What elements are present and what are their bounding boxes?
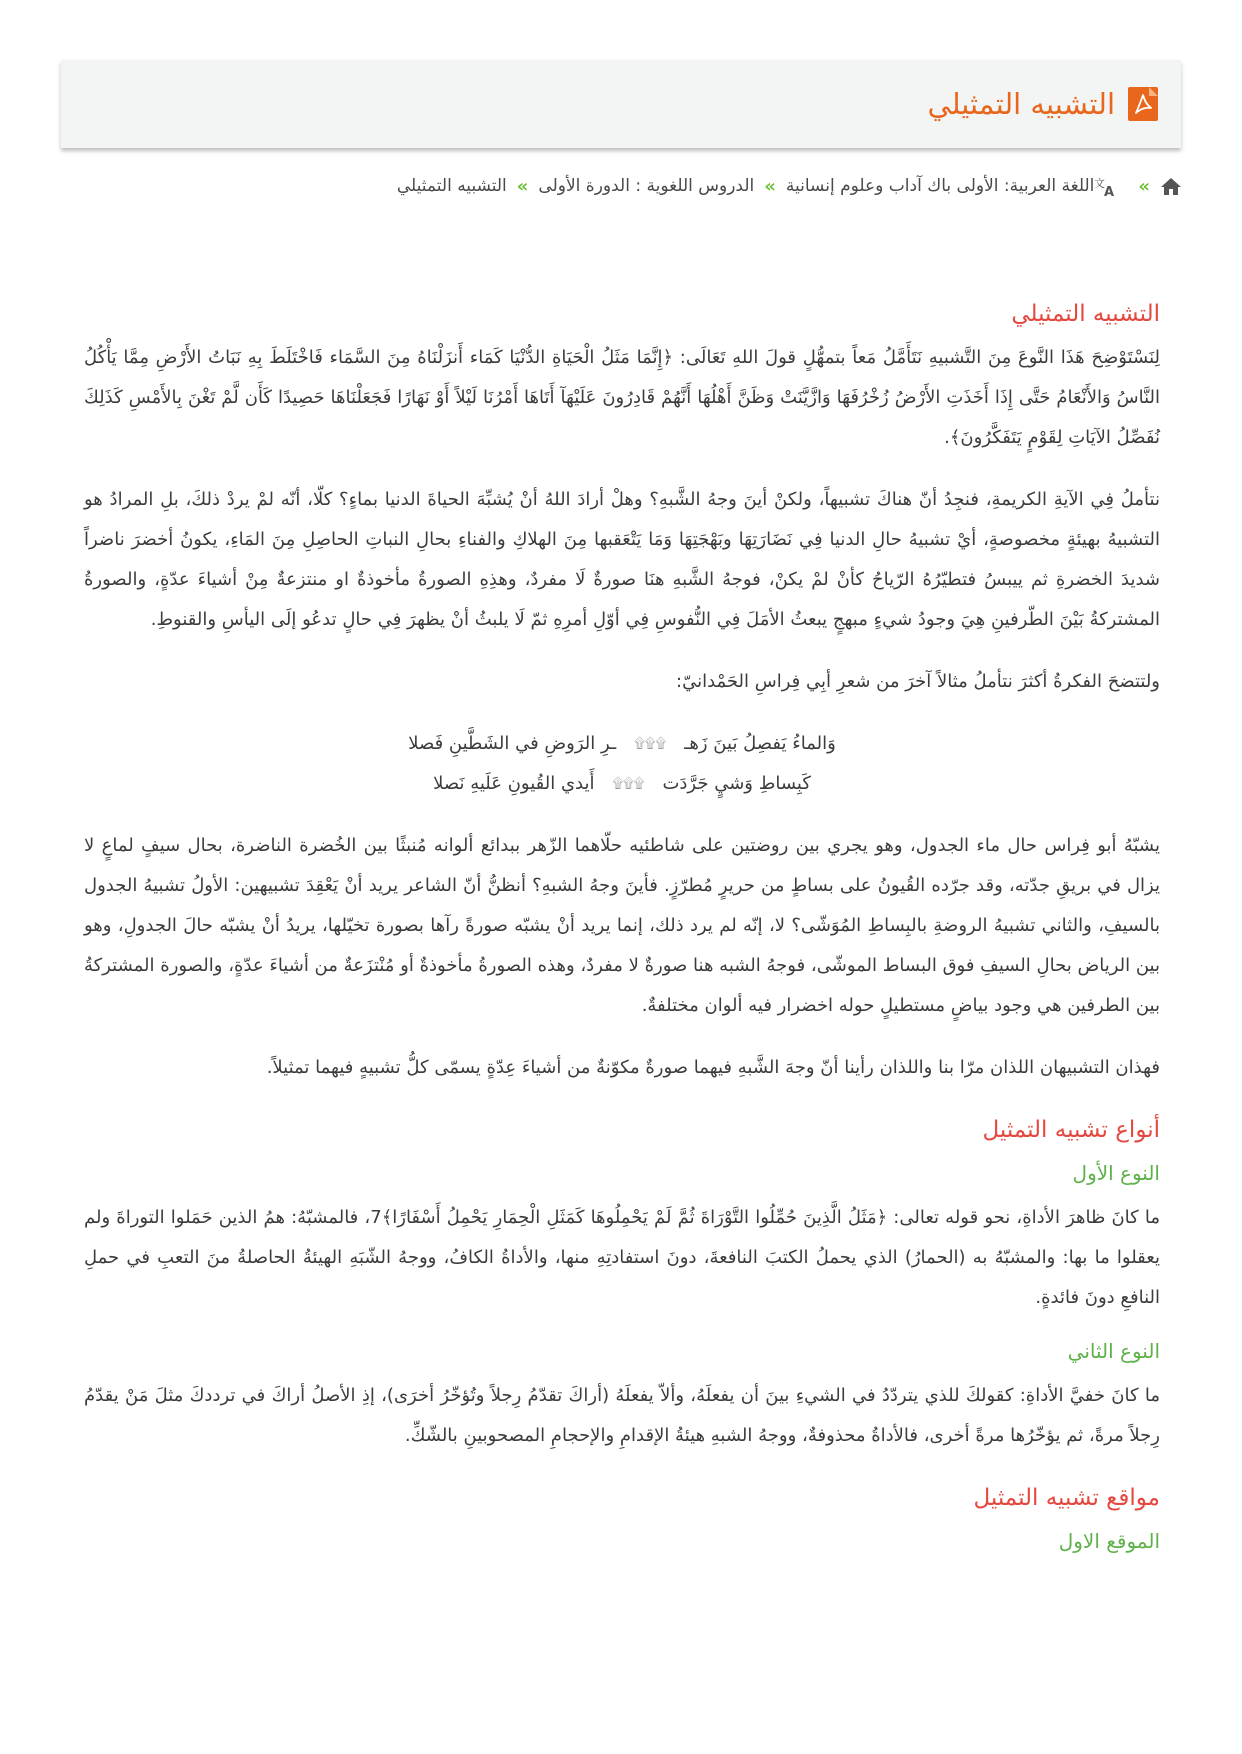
page-title: التشبيه التمثيلي [927, 86, 1115, 121]
pdf-icon[interactable] [1127, 86, 1159, 122]
poem-hemistich: أَيدي القُيونِ عَلَيهِ نَصلا [433, 773, 595, 794]
poem-line [84, 724, 1160, 764]
type1-paragraph: ما كانَ ظاهرَ الأداةِ، نحو قوله تعالى: ﴿مَثَلُ الَّذِينَ حُمِّلُوا التَّوْرَاةَ ثُمَّ لَمْ يَحْمِلُوهَا كَمَثَلِ الْحِمَارِ يَحْمِلُ أَسْفَارًا﴾7، فالمشبّهُ: همُ الذين حَمَلوا التوراةَ ولم يعقلوا ما بها: والمشبّهُ به (الحمارُ) الذي يحملُ الكتبَ النافعةَ، دونَ استفادتِهِ منها، والأداةُ الكافُ، ووجهُ الشّبَهِ الهيئةُ الحاصلةُ منَ التعبِ في حملِ النافعِ دونَ فائدةٍ. [84, 1207, 1160, 1308]
subheading-type2: النوع الثاني [1067, 1339, 1160, 1363]
poem-hemistich: وَالماءُ يَفصِلُ بَينَ زَهـ [684, 733, 836, 754]
poem-hemistich: كَبِساطِ وَشيٍ جَرَّدَت [662, 773, 811, 794]
breadcrumb-separator: » [764, 175, 776, 197]
breadcrumb [397, 168, 1182, 204]
svg-text:文: 文 [1094, 177, 1106, 190]
breadcrumb-separator: » [516, 175, 529, 197]
svg-text:A: A [1104, 185, 1115, 200]
poem-hemistich: ـرِ الرَوضِ في الشَطَّينِ فَصلا [408, 733, 617, 754]
lesson-content [84, 296, 1160, 1558]
subheading-place1: الموقع الاول [1058, 1529, 1160, 1553]
poem-separator: ۩۩۩ [612, 776, 645, 792]
section-heading-places: مواقع تشبيه التمثيل [973, 1485, 1160, 1511]
poem-line [84, 764, 1160, 804]
poem-analysis-paragraph: يشبّهُ أبو فِراس حال ماء الجدول، وهو يجري بين روضتين على شاطئيه حلّاهما الزّهر ببدائع ألوانه مُنبثًا بين الخُضرة الناضرة، بحال سيفٍ لماعٍ لا يزال في بريقِ جدّته، وقد جرّده القُيونُ على بساطٍ من حريرٍ مُطرّزٍ. فأينَ وجهُ الشبهِ؟ أنظنُّ أنّ الشاعر يريد أنْ يَعْقِدَ تشبيهين: الأولُ تشبيهُ الجدول بالسيفِ، والثاني تشبيهُ الروضةِ بالبِساطِ المُوَشّى؟ لا، إنّه لم يرد ذلك، إنما يريد أنْ يشبّه صورةً رآها بصورة تخيّلها، يريدُ أنْ يشبّه حالَ الجدولِ، وهو بين الرياض بحالِ السيفِ فوق البساط الموشّى، فوجهُ الشبه هنا صورةٌ لا مفردٌ، وهذه الصورةُ مأخوذةٌ أو مُنْتزَعةٌ من أشياءَ عدّةٍ، والصورة المشتركةُ بين الطرفين هي وجود بياضٍ مستطيلٍ حوله اخضرار فيه ألوان مختلفةٌ. [84, 835, 1160, 1016]
poem [84, 724, 1160, 804]
breadcrumb-item-lessons[interactable]: الدروس اللغوية : الدورة الأولى [538, 176, 755, 196]
breadcrumb-separator: » [1138, 175, 1150, 197]
breadcrumb-item-subject[interactable]: اللغة العربية: الأولى باك آداب وعلوم إنسانية [785, 176, 1095, 196]
conclusion-paragraph: فهذان التشبيهان اللذان مرّا بنا واللذان رأينا أنّ وجهَ الشَّبهِ فيهما صورةٌ مكوّنةٌ من أشياءَ عِدّةٍ يسمّى كلُّ تشبيهٍ فيهما تمثيلاً. [266, 1057, 1160, 1078]
poem-intro-paragraph: ولتتضحَ الفكرةُ أكثرَ نتأملُ مثالاً آخرَ من شعرِ أبِي فِراسِ الحَمْدانيّ: [676, 671, 1160, 692]
breadcrumb-item-current: التشبيه التمثيلي [396, 176, 507, 196]
analysis-paragraph: نتأملُ فِي الآيةِ الكريمةِ، فنجِدُ أنّ هناكَ تشبيهاً، ولكنْ أينَ وجهُ الشَّبهِ؟ وهلْ أرادَ اللهُ أنْ يُشبِّهَ الحياةَ الدنيا بماءٍ؟ كلّا، أنّه لمْ يردْ ذلكَ، بلِ المرادُ هو التشبيهُ بهيئةٍ مخصوصةٍ، أيْ تشبيهُ حالِ الدنيا فِي نَضَارَتِهَا وبَهْجَتِهَا وَمَا يَتْعَقبها مِنَ الهلاكِ والفناءِ بحالِ النباتِ الحاصِلِ مِنَ المَاءِ، يكونُ أخضرَ ناضراً شديدَ الخضرةِ ثم ييبسُ فتطيّرُهُ الرّياحُ كأنْ لمْ يكنْ، فوجهُ الشَّبهِ هنَا صورةٌ لَا مفردٌ، وهذِهِ الصورةُ مأخوذةٌ او منتزعةٌ مِنْ أشياءَ عدّةٍ، والصورةُ المشتركةُ بَيْنَ الطّرفينِ هِيَ وجودُ شيءٍ مبهجٍ يبعثُ الأمَلَ فِي النُّفوسِ فِي أوّلِ أمرِهِ ثمّ لَا يلبثُ أنْ يظهرَ فِي حالٍ تدعُو إلَى اليأسِ والقنوطِ. [84, 489, 1160, 630]
subheading-type1: النوع الأول [1072, 1161, 1160, 1185]
translate-icon [1094, 175, 1128, 200]
type2-paragraph: ما كانَ خفيَّ الأداةِ: كقولكَ للذي يتردّدُ في الشيءِ بينَ أن يفعلَهُ، وألاّ يفعلَهُ (أراكَ تقدّمُ رِجلاً وتُؤخّرُ أخرَى)، إذِ الأصلُ أراكَ في ترددكَ مثلَ مَنْ يقدّمُ رِجلاً مرةً، ثم يؤخّرُها مرةً أخرى، فالأداةُ محذوفةٌ، ووجهُ الشبهِ هيئةُ الإقدامِ والإحجامِ المصحوبينِ بالشّكِّ. [84, 1385, 1160, 1446]
section-heading-types: أنواع تشبيه التمثيل [982, 1117, 1160, 1143]
home-icon[interactable] [1160, 176, 1182, 196]
poem-separator: ۩۩۩ [634, 736, 667, 752]
intro-paragraph: لِنَسْتَوْضِحَ هَذَا النَّوعَ مِنَ التَّشبيهِ نَتَأَمَّلُ مَعاً بتمهُّلٍ قولَ اللهِ تَعَالَى: ﴿إِنَّمَا مَثَلُ الْحَيَاةِ الدُّنْيَا كَمَاء أَنزَلْنَاهُ مِنَ السَّمَاء فَاخْتَلَطَ بِهِ نَبَاتُ الأَرْضِ مِمَّا يَأْكُلُ النَّاسُ وَالأَنْعَامُ حَتَّى إِذَا أَخَذَتِ الأَرْضُ زُخْرُفَهَا وَازَّيَّنَتْ وَظَنَّ أَهْلُهَا أَنَّهُمْ قَادِرُونَ عَلَيْهَآ أَتَاهَا أَمْرُنَا لَيْلاً أَوْ نَهَارًا فَجَعَلْنَاهَا حَصِيدًا كَأَن لَّمْ تَغْنَ بِالأَمْسِ كَذَلِكَ نُفَصِّلُ الآيَاتِ لِقَوْمٍ يَتَفَكَّرُونَ﴾. [84, 347, 1160, 448]
section-heading-main: التشبيه التمثيلي [1011, 301, 1160, 327]
page-header [61, 60, 1181, 148]
